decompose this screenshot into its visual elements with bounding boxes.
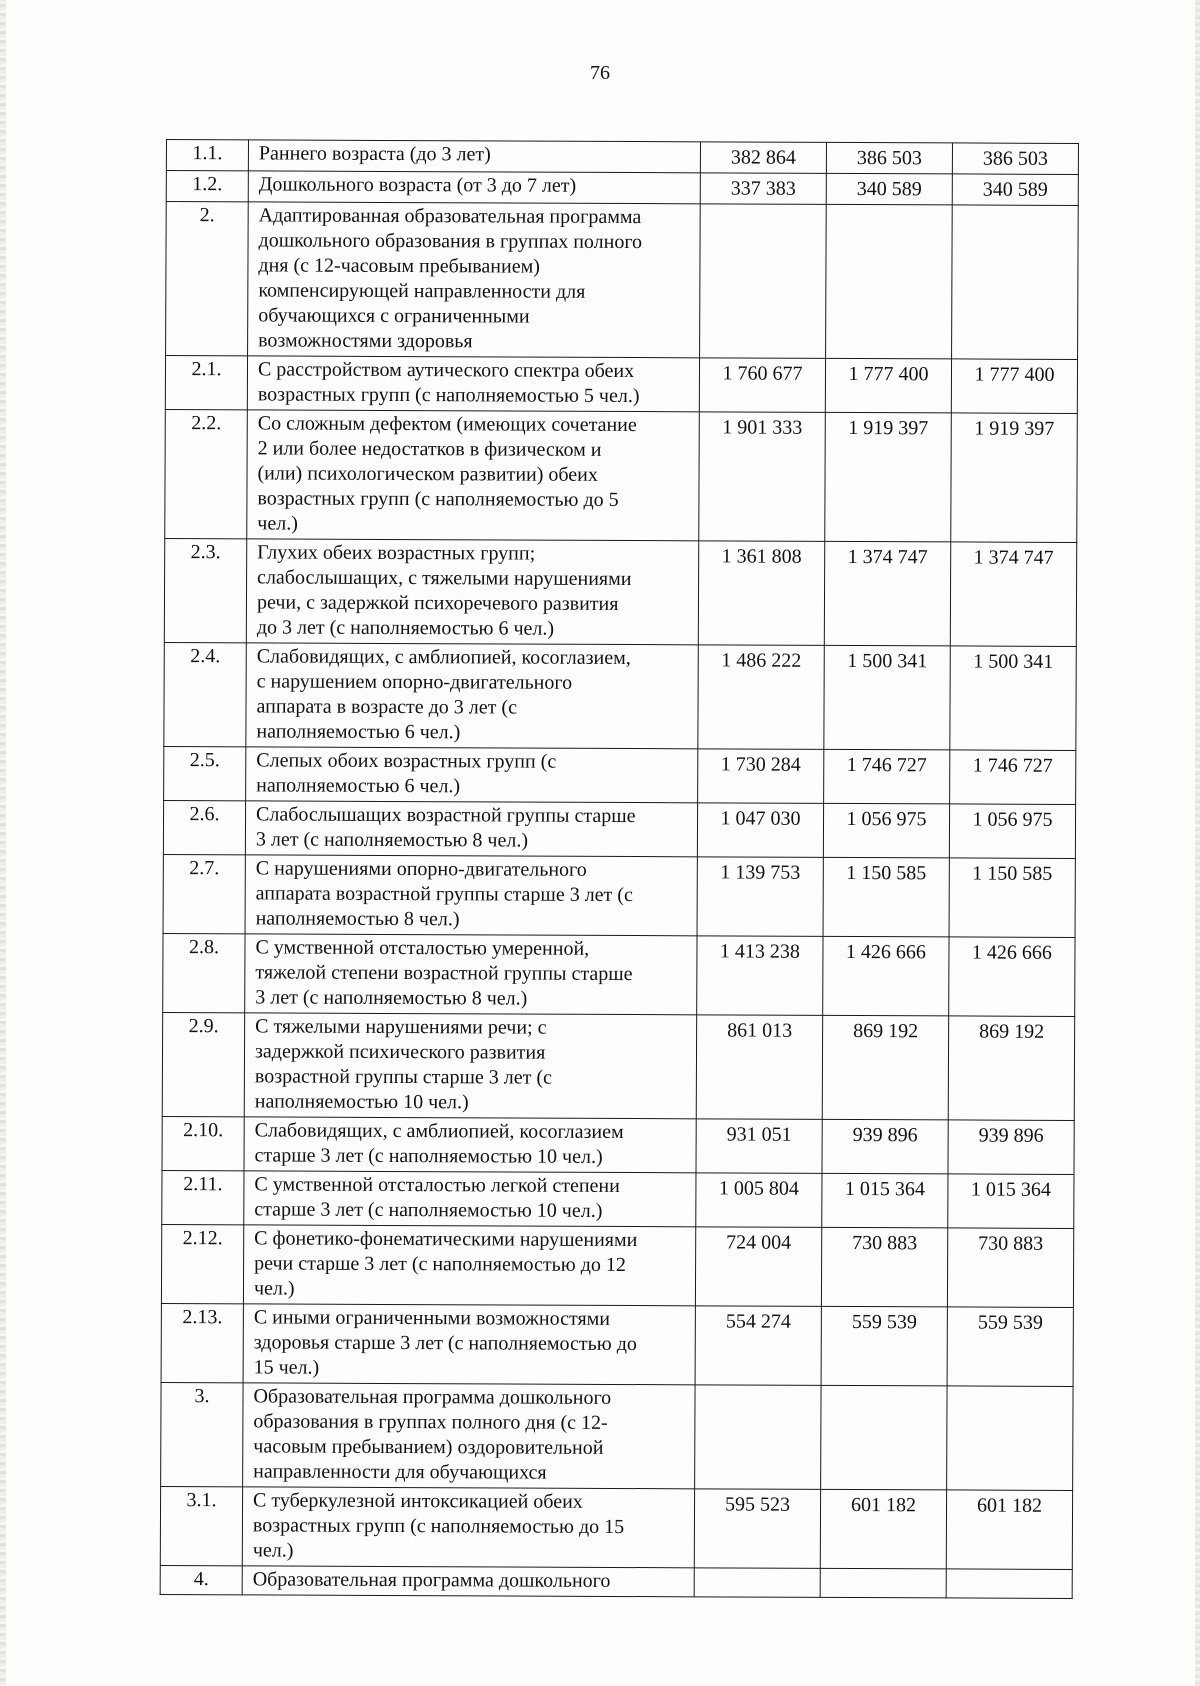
description-line: возрастной группы старше 3 лет (с	[254, 1065, 553, 1089]
value-cell-2: 730 883	[821, 1227, 947, 1307]
description-line: Слепых обоих возрастных групп (с	[256, 749, 557, 773]
row-number: 2.3.	[164, 538, 246, 642]
value-cell-3: 1 374 747	[950, 542, 1076, 647]
row-number: 3.	[161, 1382, 243, 1486]
description-line: С умственной отсталостью легкой степени	[254, 1173, 620, 1197]
value-cell-2: 601 182	[820, 1489, 946, 1569]
description-line: (или) психологическом развитии) обеих	[257, 462, 598, 486]
row-description	[247, 356, 699, 412]
row-number: 4.	[160, 1565, 242, 1594]
table-row	[161, 1224, 1073, 1307]
value-cell-2: 1 150 585	[823, 857, 949, 937]
table-row	[163, 800, 1075, 858]
description-line: чел.)	[257, 512, 298, 535]
value-cell-3: 559 539	[947, 1307, 1073, 1387]
value-cell-3: 1 746 727	[950, 750, 1076, 805]
value-cell-3: 386 503	[952, 143, 1078, 175]
row-number: 3.1.	[160, 1486, 242, 1565]
row-description	[244, 1117, 696, 1173]
description-line: возрастных групп (с наполняемостью 5 чел.)	[257, 383, 640, 408]
row-description	[242, 1487, 694, 1568]
row-description	[248, 171, 700, 204]
row-number: 2.12.	[161, 1224, 243, 1303]
value-cell-3: 1 426 666	[949, 937, 1075, 1017]
row-number: 2.9.	[162, 1012, 244, 1116]
description-line: С тяжелыми нарушениями речи; с	[255, 1015, 547, 1039]
table-row	[161, 1303, 1073, 1386]
value-cell-2: 1 426 666	[823, 936, 949, 1016]
description-line: Образовательная программа дошкольного	[252, 1568, 611, 1592]
description-line: здоровья старше 3 лет (с наполняемостью до	[253, 1331, 637, 1356]
description-line: 2 или более недостатков в физическом и	[257, 437, 602, 461]
value-cell-1: 554 274	[695, 1306, 821, 1386]
table-row	[160, 1486, 1072, 1569]
table-body	[160, 140, 1078, 1599]
description-line: Адаптированная образовательная программа	[258, 204, 642, 229]
value-cell-1: 1 413 238	[697, 936, 823, 1016]
value-cell-2: 559 539	[821, 1306, 947, 1386]
description-line: С туберкулезной интоксикацией обеих	[253, 1489, 583, 1513]
value-cell-1: 1 361 808	[698, 541, 824, 646]
description-line: старше 3 лет (с наполняемостью 10 чел.)	[254, 1198, 603, 1222]
description-line: наполняемостью 6 чел.)	[256, 774, 461, 798]
row-number: 2.5.	[164, 746, 246, 800]
description-line: до 3 лет (с наполняемостью 6 чел.)	[256, 616, 555, 640]
description-line: Дошкольного возраста (от 3 до 7 лет)	[258, 173, 577, 197]
value-cell-2: 939 896	[822, 1119, 948, 1174]
table-row	[161, 1382, 1073, 1490]
value-cell-3: 1 919 397	[951, 413, 1078, 543]
value-cell-3: 1 777 400	[951, 359, 1077, 414]
row-description	[243, 1225, 695, 1306]
value-cell-2: 1 374 747	[824, 541, 950, 646]
description-line: аппарата в возрасте до 3 лет (с	[256, 695, 518, 719]
description-line: часовым пребыванием) оздоровительной	[253, 1435, 604, 1459]
description-line: аппарата возрастной группы старше 3 лет (с	[255, 882, 633, 907]
row-number: 2.1.	[165, 356, 247, 410]
value-cell-1: 724 004	[695, 1227, 821, 1307]
description-line: образования в группах полного дня (с 12-	[253, 1410, 608, 1434]
tariff-table	[160, 139, 1079, 1599]
value-cell-1: 595 523	[694, 1489, 820, 1569]
description-line: направленности для обучающихся	[253, 1460, 547, 1484]
description-line: С фонетико-фонематическими нарушениями	[254, 1227, 638, 1252]
row-description	[244, 1171, 696, 1227]
row-description	[242, 1566, 694, 1597]
description-line: 3 лет (с наполняемостью 8 чел.)	[255, 986, 528, 1010]
description-line: чел.)	[252, 1539, 294, 1562]
value-cell-2: 1 500 341	[824, 645, 950, 750]
value-cell-2: 1 015 364	[822, 1173, 948, 1228]
description-line: Глухих обеих возрастных групп;	[257, 541, 536, 565]
table-row	[164, 538, 1076, 646]
row-description	[246, 747, 698, 803]
value-cell-3: 730 883	[947, 1228, 1073, 1308]
row-description	[246, 539, 698, 645]
description-line: с нарушением опорно-двигательного	[256, 670, 573, 694]
table-row	[166, 140, 1078, 175]
value-cell-2: 1 919 397	[825, 412, 952, 542]
table-row	[165, 409, 1078, 542]
description-line: возрастных групп (с наполняемостью до 5	[257, 487, 619, 511]
value-cell-3: 1 056 975	[949, 804, 1075, 859]
value-cell-3: 1 015 364	[948, 1174, 1074, 1229]
value-cell-1	[700, 204, 827, 359]
description-line: наполняемостью 8 чел.)	[255, 907, 460, 931]
table-row	[164, 746, 1076, 804]
row-number: 2.2.	[165, 409, 248, 538]
description-line: слабослышащих, с тяжелыми нарушениями	[257, 566, 632, 591]
description-line: компенсирующей направленности для	[258, 279, 586, 303]
value-cell-1: 931 051	[696, 1119, 822, 1174]
value-cell-3: 1 500 341	[950, 646, 1076, 751]
row-number: 2.	[166, 202, 249, 356]
description-line: задержкой психического развития	[254, 1040, 546, 1064]
value-cell-1: 1 005 804	[696, 1173, 822, 1228]
description-line: Со сложным дефектом (имеющих сочетание	[257, 412, 637, 437]
value-cell-3	[952, 205, 1079, 360]
value-cell-1: 1 760 677	[699, 358, 825, 413]
table-row	[163, 854, 1075, 937]
value-cell-1: 1 901 333	[699, 412, 826, 542]
value-cell-3: 1 150 585	[949, 858, 1075, 938]
table-row	[166, 202, 1079, 360]
value-cell-1: 382 864	[700, 142, 826, 174]
page-number: 76	[590, 62, 610, 84]
value-cell-1: 861 013	[696, 1015, 822, 1120]
value-cell-2: 386 503	[826, 142, 952, 174]
row-number: 1.1.	[166, 140, 248, 171]
description-line: речи, с задержкой психоречевого развития	[256, 591, 619, 615]
row-number: 2.6.	[163, 800, 245, 854]
row-description	[243, 1383, 695, 1489]
description-line: Образовательная программа дошкольного	[253, 1385, 612, 1409]
value-cell-2: 1 746 727	[824, 749, 950, 804]
value-cell-2	[826, 204, 953, 359]
row-number: 2.7.	[163, 854, 245, 933]
table-row	[162, 1170, 1074, 1228]
value-cell-1	[694, 1568, 820, 1598]
row-number: 2.13.	[161, 1303, 243, 1382]
value-cell-3	[946, 1569, 1072, 1599]
row-description	[245, 801, 697, 857]
row-description	[245, 855, 697, 936]
row-number: 2.10.	[162, 1116, 244, 1170]
description-line: 15 чел.)	[253, 1356, 320, 1379]
row-description	[246, 643, 698, 749]
value-cell-2: 1 056 975	[823, 803, 949, 858]
table-row	[162, 1012, 1074, 1120]
value-cell-2	[821, 1385, 947, 1490]
row-description	[244, 1013, 696, 1119]
value-cell-1	[695, 1385, 821, 1490]
table-row	[162, 1116, 1074, 1174]
row-description	[248, 140, 700, 173]
description-line: 3 лет (с наполняемостью 8 чел.)	[255, 828, 529, 852]
table-row	[165, 356, 1077, 414]
scan-edge-left	[0, 0, 6, 1686]
row-number: 2.8.	[163, 933, 245, 1012]
value-cell-2: 1 777 400	[825, 358, 951, 413]
row-number: 1.2.	[166, 171, 248, 202]
description-line: Раннего возраста (до 3 лет)	[258, 142, 491, 166]
description-line: возможностями здоровья	[258, 329, 473, 353]
description-line: дошкольного образования в группах полного	[258, 229, 643, 254]
value-cell-1: 1 730 284	[698, 749, 824, 804]
description-line: обучающихся с ограниченными	[258, 304, 530, 328]
description-line: наполняемостью 10 чел.)	[254, 1090, 469, 1114]
description-line: С расстройством аутического спектра обеих	[257, 358, 635, 383]
value-cell-1: 1 047 030	[697, 803, 823, 858]
value-cell-1: 1 139 753	[697, 857, 823, 937]
table-row	[164, 642, 1076, 750]
value-cell-3: 869 192	[948, 1016, 1074, 1121]
scan-edge-right	[1195, 0, 1200, 1686]
description-line: С иными ограниченными возможностями	[253, 1306, 611, 1330]
description-line: речи старше 3 лет (с наполняемостью до 12	[254, 1252, 626, 1277]
value-cell-1: 337 383	[700, 173, 826, 205]
value-cell-3	[947, 1386, 1073, 1491]
description-line: возрастных групп (с наполняемостью до 15	[252, 1514, 625, 1539]
row-description	[247, 410, 700, 541]
description-line: Слабовидящих, с амблиопией, косоглазием	[254, 1119, 624, 1144]
description-line: тяжелой степени возрастной группы старше	[255, 961, 633, 986]
value-cell-1: 1 486 222	[698, 645, 824, 750]
row-number: 2.11.	[162, 1170, 244, 1224]
description-line: Слабовидящих, с амблиопией, косоглазием,	[256, 645, 631, 670]
value-cell-3: 601 182	[946, 1490, 1072, 1570]
description-line: наполняемостью 6 чел.)	[256, 720, 461, 744]
value-cell-2	[820, 1568, 946, 1598]
description-line: старше 3 лет (с наполняемостью 10 чел.)	[254, 1144, 603, 1168]
value-cell-2: 869 192	[822, 1015, 948, 1120]
row-number: 2.4.	[164, 642, 246, 746]
description-line: Слабослышащих возрастной группы старше	[256, 803, 636, 828]
value-cell-2: 340 589	[826, 173, 952, 205]
description-line: С нарушениями опорно-двигательного	[255, 857, 587, 881]
value-cell-3: 939 896	[948, 1120, 1074, 1175]
row-description	[243, 1304, 695, 1385]
value-cell-3: 340 589	[952, 174, 1078, 206]
table-row	[163, 933, 1075, 1016]
description-line: чел.)	[253, 1277, 295, 1300]
row-description	[248, 202, 701, 358]
description-line: С умственной отсталостью умеренной,	[255, 936, 590, 960]
table-row	[160, 1565, 1072, 1598]
table-row	[166, 171, 1078, 206]
row-description	[245, 934, 697, 1015]
description-line: дня (с 12-часовым пребыванием)	[258, 254, 540, 278]
